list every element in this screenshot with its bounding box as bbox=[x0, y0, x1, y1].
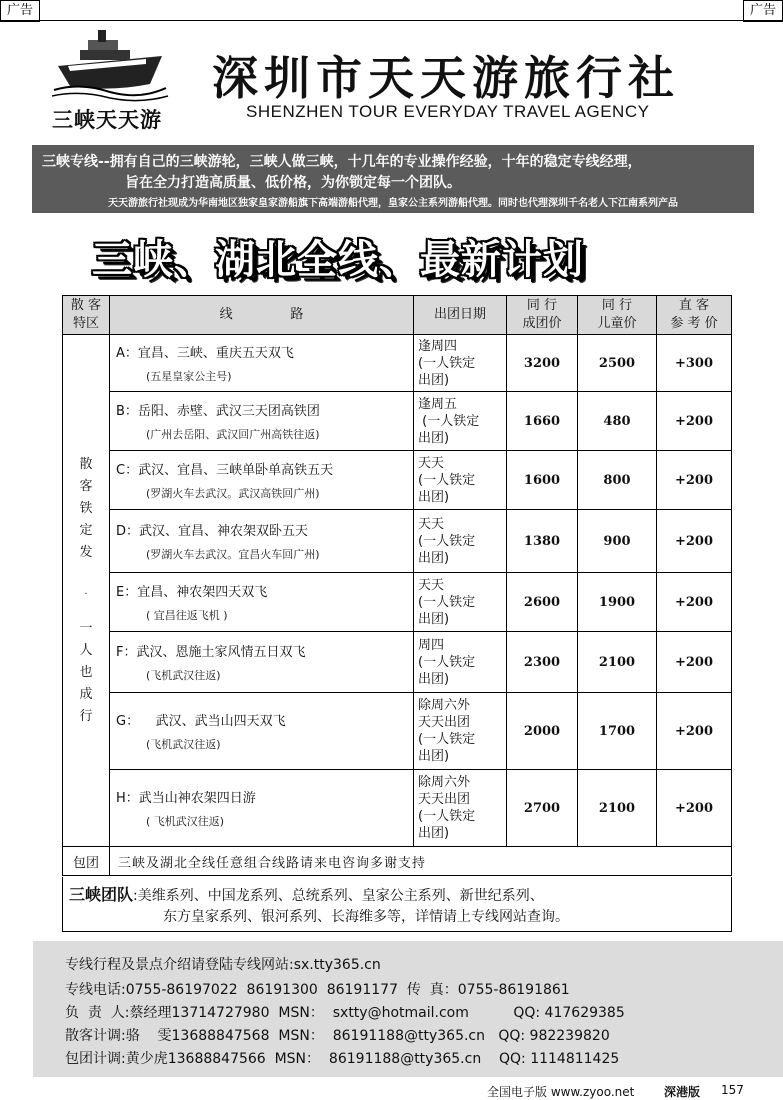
contact-panel bbox=[33, 941, 783, 1077]
child-price-cell: 1700 bbox=[578, 693, 657, 770]
route-title: B：岳阳、赤壁、武汉三天团高铁团 bbox=[116, 404, 320, 419]
agency-name-en: SHENZHEN TOUR EVERYDAY TRAVEL AGENCY bbox=[246, 102, 650, 121]
retail-price-cell: +200 bbox=[657, 770, 732, 847]
adult-price-cell: 3200 bbox=[507, 335, 578, 392]
route-cell bbox=[110, 335, 414, 392]
retail-price-cell: +200 bbox=[657, 632, 732, 693]
header-category: 散 客 特区 bbox=[63, 296, 110, 335]
agency-name-cn: 深圳市天天游旅行社 bbox=[212, 51, 680, 105]
route-title: E：宜昌、神农架四天双飞 bbox=[116, 585, 268, 600]
route-cell bbox=[110, 451, 414, 510]
date-cell: 天天 (一人铁定 出团) bbox=[414, 451, 507, 510]
route-note: (五星皇家公主号) bbox=[146, 370, 232, 383]
header-adult-price: 同 行 成团价 bbox=[507, 296, 578, 335]
adult-price-cell: 2300 bbox=[507, 632, 578, 693]
child-price-cell: 2500 bbox=[578, 335, 657, 392]
route-note: ( 宜昌往返飞机 ) bbox=[146, 609, 228, 622]
contact-group: 包团计调:黄少虎13688847566 MSN： 86191188@tty365.cn QQ: 1114811425 bbox=[65, 1051, 620, 1067]
retail-price-cell: +300 bbox=[657, 335, 732, 392]
intro-banner bbox=[32, 145, 754, 213]
contact-website: 专线行程及景点介绍请登陆专线网站:sx.tty365.cn bbox=[65, 957, 381, 973]
table-header-row bbox=[63, 296, 732, 335]
route-note: (罗湖火车去武汉。武汉高铁回广州) bbox=[146, 487, 320, 500]
retail-price-cell: +200 bbox=[657, 392, 732, 451]
route-title: H：武当山神农架四日游 bbox=[116, 791, 256, 806]
package-row bbox=[63, 847, 732, 876]
route-title: A：宜昌、三峡、重庆五天双飞 bbox=[116, 346, 294, 361]
route-note: ( 飞机武汉往返) bbox=[146, 815, 225, 828]
table-row bbox=[63, 335, 732, 392]
footer-region: 深港版 bbox=[664, 1085, 701, 1099]
child-price-cell: 2100 bbox=[578, 632, 657, 693]
category-dot: · bbox=[84, 588, 88, 600]
category-top: 散 客 铁 定 发 bbox=[79, 456, 93, 560]
team-line-2: 东方皇家系列、银河系列、长海维多等，详情请上专线网站查询。 bbox=[163, 909, 569, 925]
footer-page-number: 157 bbox=[721, 1083, 744, 1097]
top-rule bbox=[0, 20, 783, 21]
date-cell: 除周六外 天天出团 (一人铁定 出团) bbox=[414, 770, 507, 847]
routes-table bbox=[62, 295, 732, 876]
retail-price-cell: +200 bbox=[657, 451, 732, 510]
adult-price-cell: 1600 bbox=[507, 451, 578, 510]
child-price-cell: 480 bbox=[578, 392, 657, 451]
route-cell bbox=[110, 392, 414, 451]
footer-edition: 全国电子版 www.zyoo.net bbox=[487, 1085, 635, 1099]
table-row bbox=[63, 451, 732, 510]
route-title: C：武汉、宜昌、三峡单卧单高铁五天 bbox=[116, 463, 334, 478]
header-route: 线 路 bbox=[110, 296, 414, 335]
route-cell bbox=[110, 770, 414, 847]
date-cell: 逢周四 (一人铁定 出团) bbox=[414, 335, 507, 392]
package-text: 三峡及湖北全线任意组合线路请来电咨询多谢支持 bbox=[110, 847, 732, 876]
route-cell bbox=[110, 510, 414, 573]
route-cell bbox=[110, 632, 414, 693]
route-note: (广州去岳阳、武汉回广州高铁往返) bbox=[146, 428, 320, 441]
ship-logo-icon bbox=[50, 26, 170, 104]
table-row bbox=[63, 632, 732, 693]
date-cell: 除周六外 天天出团 (一人铁定 出团) bbox=[414, 693, 507, 770]
ad-label-left: 广告 bbox=[0, 0, 40, 22]
team-line-1 bbox=[69, 882, 544, 905]
intro-line-1: 三峡专线--拥有自己的三峡游轮，三峡人做三峡，十几年的专业操作经验，十年的稳定专线经理， bbox=[42, 154, 642, 170]
route-cell bbox=[110, 693, 414, 770]
retail-price-cell: +200 bbox=[657, 573, 732, 632]
child-price-cell: 800 bbox=[578, 451, 657, 510]
brand-name: 三峡天天游 bbox=[52, 107, 162, 132]
adult-price-cell: 1660 bbox=[507, 392, 578, 451]
adult-price-cell: 2700 bbox=[507, 770, 578, 847]
child-price-cell: 2100 bbox=[578, 770, 657, 847]
route-note: (飞机武汉往返) bbox=[146, 738, 221, 751]
category-cell bbox=[63, 335, 110, 847]
header-date: 出团日期 bbox=[414, 296, 507, 335]
route-rows bbox=[63, 335, 732, 847]
team-series bbox=[62, 877, 732, 932]
date-cell: 天天 (一人铁定 出团) bbox=[414, 573, 507, 632]
intro-line-3: 天天游旅行社现成为华南地区独家皇家游船旗下高端游船代理，皇家公主系列游船代理。同时也代理深圳千名老人下江南系列产品 bbox=[108, 198, 678, 209]
table-row bbox=[63, 510, 732, 573]
team-label: 三峡团队 bbox=[69, 885, 134, 904]
child-price-cell: 900 bbox=[578, 510, 657, 573]
route-title: G： 武汉、武当山四天双飞 bbox=[116, 714, 286, 729]
contact-individual: 散客计调:骆 雯13688847568 MSN： 86191188@tty365.cn QQ: 982239820 bbox=[65, 1028, 610, 1044]
route-title: F：武汉、恩施土家风情五日双飞 bbox=[116, 645, 306, 660]
adult-price-cell: 1380 bbox=[507, 510, 578, 573]
table-row bbox=[63, 573, 732, 632]
contact-phone: 专线电话:0755-86197022 86191300 86191177 传 真：0755-86191861 bbox=[65, 982, 570, 998]
headline: 三峡、湖北全线、最新计划 bbox=[92, 237, 584, 283]
adult-price-cell: 2000 bbox=[507, 693, 578, 770]
route-cell bbox=[110, 573, 414, 632]
route-title: D：武汉、宜昌、神农架双卧五天 bbox=[116, 524, 309, 539]
contact-manager: 负 责 人:蔡经理13714727980 MSN： sxtty@hotmail.com QQ: 417629385 bbox=[65, 1005, 625, 1021]
retail-price-cell: +200 bbox=[657, 510, 732, 573]
adult-price-cell: 2600 bbox=[507, 573, 578, 632]
retail-price-cell: +200 bbox=[657, 693, 732, 770]
ad-label-right: 广告 bbox=[743, 0, 783, 22]
child-price-cell: 1900 bbox=[578, 573, 657, 632]
date-cell: 周四 (一人铁定 出团) bbox=[414, 632, 507, 693]
date-cell: 逢周五 (一人铁定 出团) bbox=[414, 392, 507, 451]
table-row bbox=[63, 693, 732, 770]
header-retail-price: 直 客 参 考 价 bbox=[657, 296, 732, 335]
route-note: (罗湖火车去武汉。宜昌火车回广州) bbox=[146, 548, 320, 561]
route-note: (飞机武汉往返) bbox=[146, 669, 221, 682]
intro-line-2: 旨在全力打造高质量、低价格，为你锁定每一个团队。 bbox=[125, 175, 461, 191]
team-series-list: :美维系列、中国龙系列、总统系列、皇家公主系列、新世纪系列、 bbox=[133, 888, 544, 904]
category-bottom: 一 人 也 成 行 bbox=[79, 620, 93, 724]
date-cell: 天天 (一人铁定 出团) bbox=[414, 510, 507, 573]
table-row bbox=[63, 392, 732, 451]
table-row bbox=[63, 770, 732, 847]
package-label: 包团 bbox=[63, 847, 110, 876]
header-child-price: 同 行 儿童价 bbox=[578, 296, 657, 335]
